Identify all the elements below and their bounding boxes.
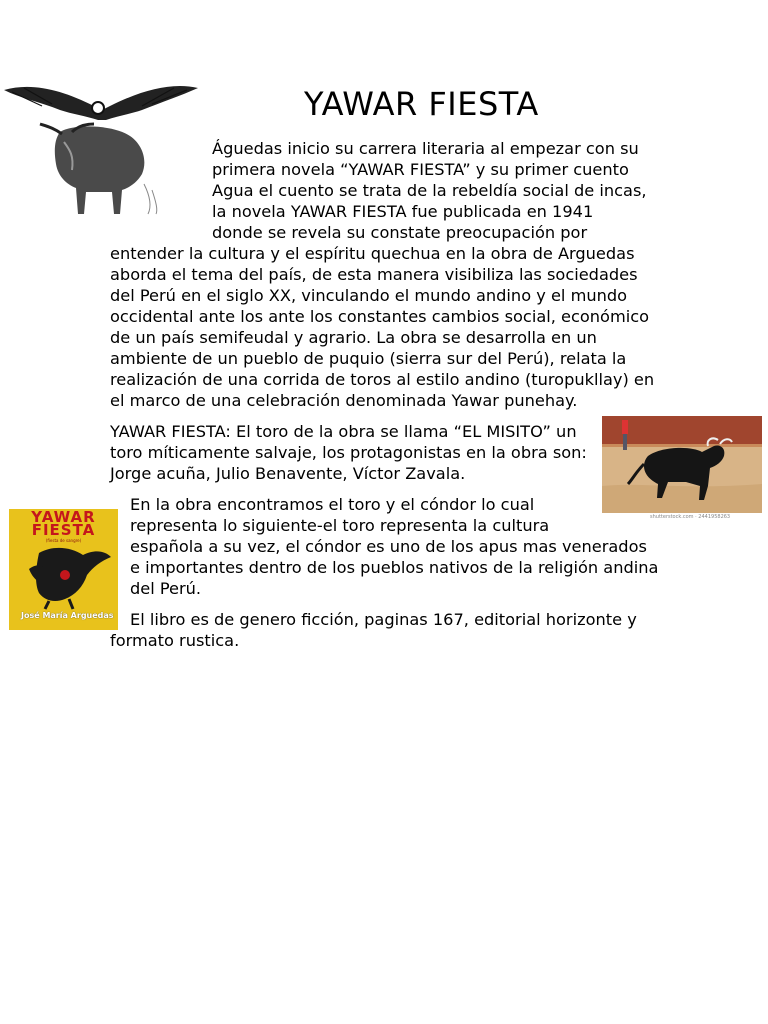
text-line: Jorge acuña, Julio Benavente, Víctor Zavala. bbox=[110, 464, 466, 483]
text-line: Águedas inicio su carrera literaria al empezar con su bbox=[212, 139, 639, 158]
text-line: ambiente de un pueblo de puquio (sierra sur del Perú), relata la bbox=[110, 349, 627, 368]
text-line: entender la cultura y el espíritu quechua en la obra de Arguedas bbox=[110, 244, 635, 263]
text-line: YAWAR FIESTA: El toro de la obra se llama “EL MISITO” un bbox=[110, 422, 577, 441]
text-line: del Perú en el siglo XX, vinculando el mundo andino y el mundo bbox=[110, 286, 628, 305]
page-title: YAWAR FIESTA bbox=[304, 85, 539, 123]
text-line: El libro es de genero ficción, paginas 167, editorial horizonte y bbox=[130, 610, 637, 629]
book-cover bbox=[9, 509, 118, 630]
book-cover-subtitle: (fiesta de sangre) bbox=[45, 538, 82, 543]
text-line: aborda el tema del país, de esta manera visibiliza las sociedades bbox=[110, 265, 638, 284]
book-cover-author: José María Arguedas bbox=[21, 611, 114, 620]
text-line: primera novela “YAWAR FIESTA” y su primer cuento bbox=[212, 160, 629, 179]
text-line: donde se revela su constate preocupación por bbox=[212, 223, 588, 242]
text-line: formato rustica. bbox=[110, 631, 240, 650]
book-cover-title: YAWAR FIESTA bbox=[31, 509, 96, 539]
text-line: toro míticamente salvaje, los protagonistas en la obra son: bbox=[110, 443, 587, 462]
text-line: del Perú. bbox=[130, 579, 202, 598]
bull-photo bbox=[602, 416, 762, 520]
text-line: de un país semifeudal y agrario. La obra se desarrolla en un bbox=[110, 328, 597, 347]
text-line: En la obra encontramos el toro y el cóndor lo cual bbox=[130, 495, 535, 514]
text-line: Agua el cuento se trata de la rebeldía social de incas, bbox=[212, 181, 647, 200]
text-line: el marco de una celebración denominada Yawar punehay. bbox=[110, 391, 578, 410]
text-line: la novela YAWAR FIESTA fue publicada en 1941 bbox=[212, 202, 594, 221]
text-line: occidental ante los ante los constantes cambios social, económico bbox=[110, 307, 650, 326]
text-line: española a su vez, el cóndor es uno de los apus mas venerados bbox=[130, 537, 647, 556]
text-line: e importantes dentro de los pueblos nativos de la religión andina bbox=[130, 558, 659, 577]
photo-credit: shutterstock.com · 2441958263 bbox=[650, 514, 731, 520]
text-line: representa lo siguiente-el toro representa la cultura bbox=[130, 516, 550, 535]
condor-bull-illustration bbox=[2, 80, 200, 222]
text-line: realización de una corrida de toros al estilo andino (turopukllay) en bbox=[110, 370, 655, 389]
